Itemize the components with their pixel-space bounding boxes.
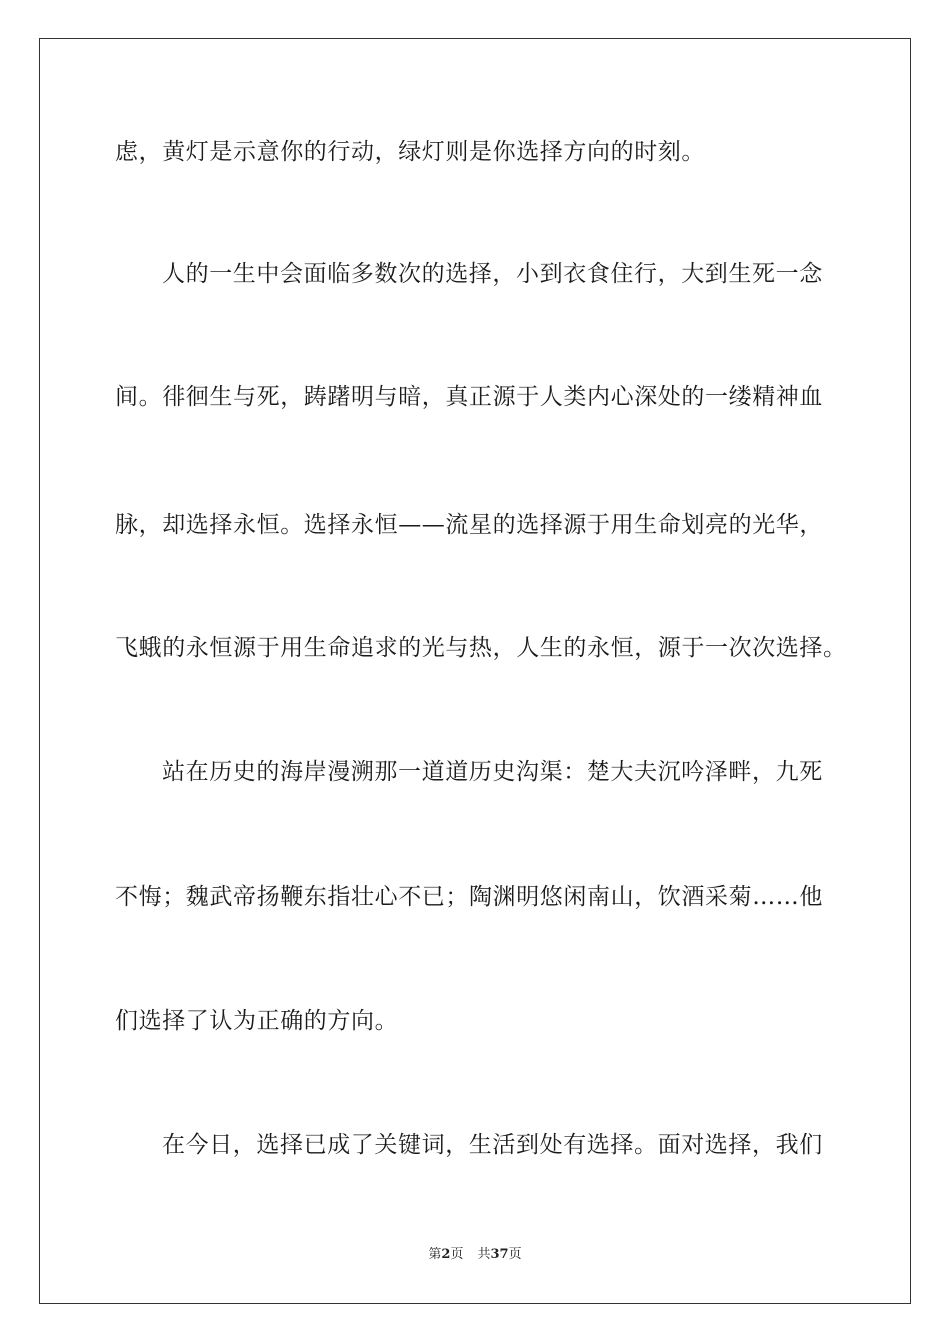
paragraph-line: 脉，却选择永恒。选择永恒——流星的选择源于用生命划亮的光华，: [115, 512, 823, 538]
page-border: [39, 38, 911, 1304]
page-suffix: 页: [450, 1247, 464, 1262]
page-footer: [0, 1246, 950, 1264]
paragraph-line: 虑，黄灯是示意你的行动，绿灯则是你选择方向的时刻。: [115, 139, 705, 165]
paragraph-line: 们选择了认为正确的方向。: [115, 1008, 399, 1034]
paragraph-line: 人的一生中会面临多数次的选择，小到衣食住行，大到生死一念: [162, 261, 823, 287]
paragraph-line: 飞蛾的永恒源于用生命追求的光与热，人生的永恒，源于一次次选择。: [115, 635, 847, 661]
total-suffix: 页: [508, 1247, 522, 1262]
paragraph-line: 站在历史的海岸漫溯那一道道历史沟渠：楚大夫沉吟泽畔，九死: [162, 759, 823, 785]
paragraph-line: 不悔；魏武帝扬鞭东指壮心不已；陶渊明悠闲南山，饮酒采菊……他: [115, 884, 823, 910]
total-prefix: 共: [477, 1247, 491, 1262]
paragraph-line: 间。徘徊生与死，踌躇明与暗，真正源于人类内心深处的一缕精神血: [115, 384, 823, 410]
total-pages: 37: [490, 1247, 509, 1262]
page-number: 2: [441, 1247, 451, 1262]
page-prefix: 第: [428, 1247, 442, 1262]
paragraph-line: 在今日，选择已成了关键词，生活到处有选择。面对选择，我们: [162, 1132, 823, 1158]
